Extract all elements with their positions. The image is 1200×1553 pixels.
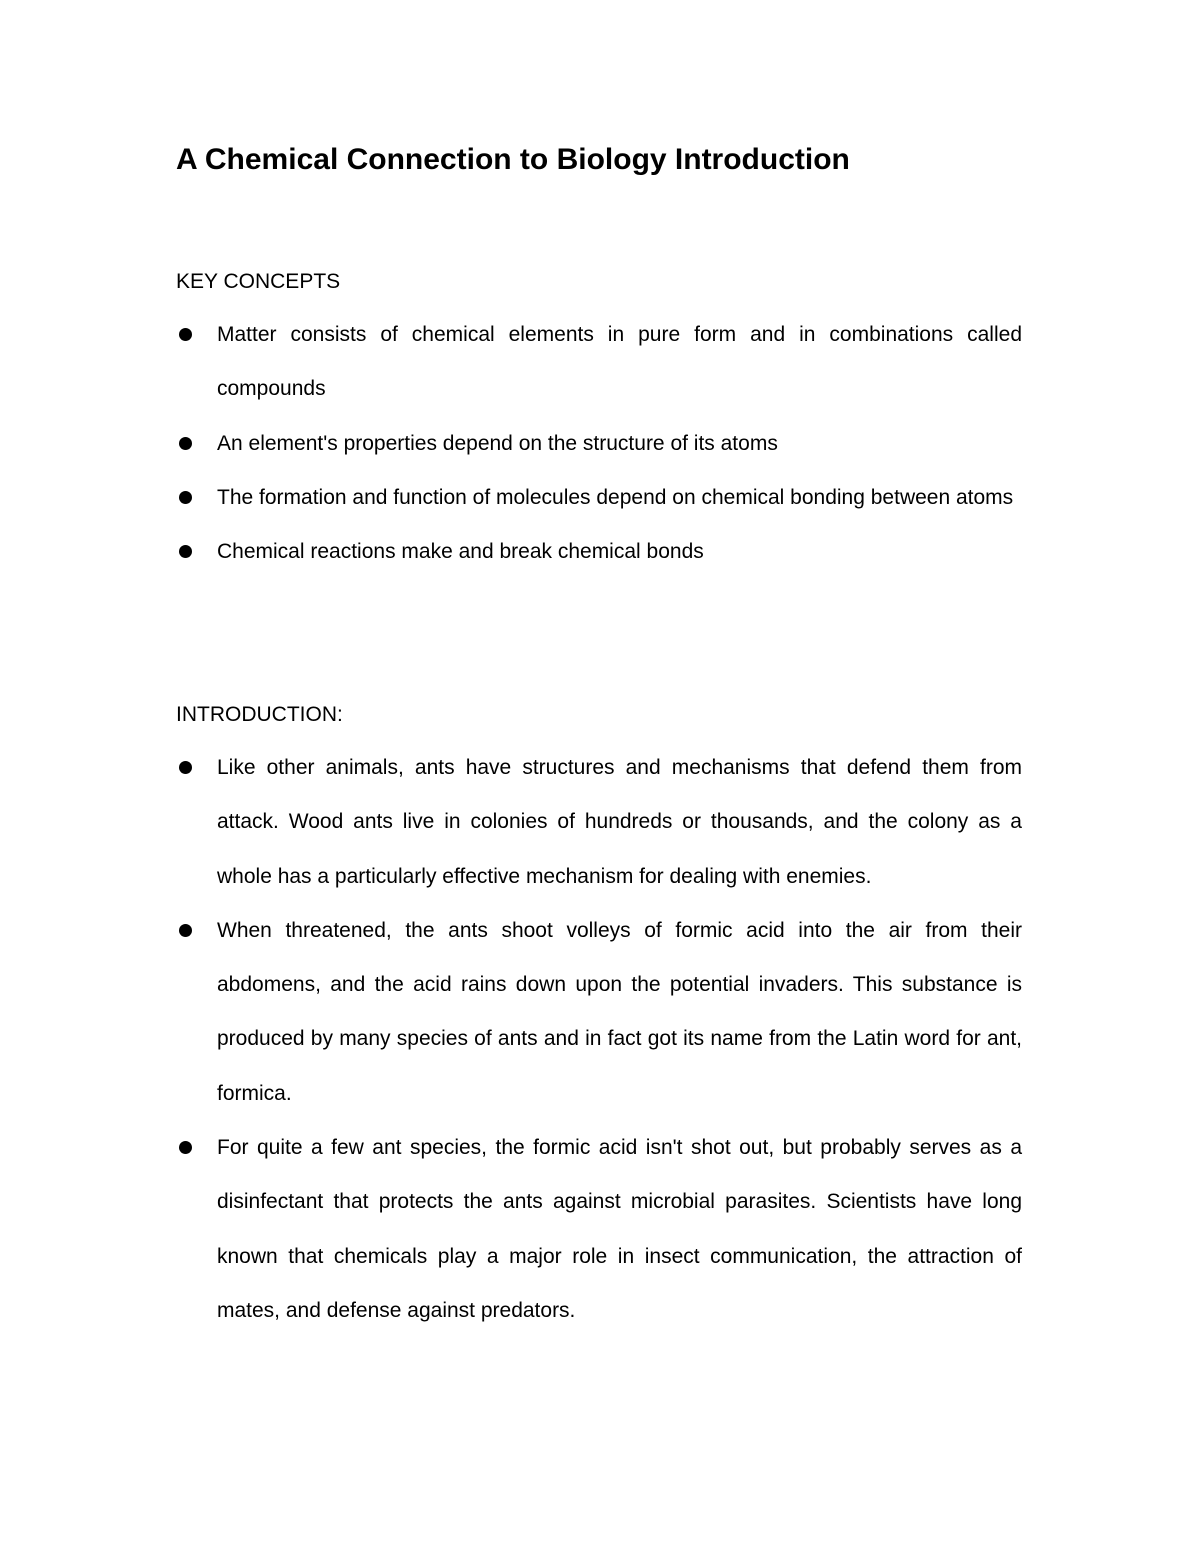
- bullet-dot-icon: [179, 437, 192, 450]
- list-item-text: An element's properties depend on the structure of its atoms: [217, 431, 778, 455]
- list-item: [176, 308, 1022, 417]
- list-item: [176, 741, 1022, 904]
- bullet-dot-icon: [179, 545, 192, 558]
- list-item-text: The formation and function of molecules depend on chemical bonding between atoms: [217, 485, 1014, 509]
- key-concepts-list: [176, 308, 1022, 579]
- list-item-text: Matter consists of chemical elements in pure form and in combinations called compounds: [217, 323, 1022, 401]
- list-item: [176, 471, 1022, 525]
- introduction-list: [176, 741, 1022, 1338]
- list-item: [176, 904, 1022, 1121]
- list-item-text: For quite a few ant species, the formic acid isn't shot out, but probably serves as a disinfectant that protects the ants against microbial parasites. Scientists have long known that chemicals play a major role in insect communication, the attraction of mates, and defense against predators.: [217, 1136, 1022, 1322]
- bullet-dot-icon: [179, 761, 192, 774]
- key-concepts-heading: KEY CONCEPTS: [176, 270, 341, 293]
- bullet-dot-icon: [179, 328, 192, 341]
- list-item-text: When threatened, the ants shoot volleys of formic acid into the air from their abdomens, and the acid rains down upon the potential invaders. This substance is produced by many species of ants and in fact got its name from the Latin word for ant, formica.: [217, 918, 1022, 1105]
- document-title: A Chemical Connection to Biology Introduction: [176, 143, 850, 176]
- list-item: [176, 417, 1022, 471]
- list-item: [176, 1121, 1022, 1338]
- introduction-heading: INTRODUCTION:: [176, 703, 343, 726]
- list-item-text: Chemical reactions make and break chemical bonds: [217, 540, 704, 564]
- bullet-dot-icon: [179, 1141, 192, 1154]
- list-item-text: Like other animals, ants have structures and mechanisms that defend them from attack. Wood ants live in colonies of hundreds or thousands, and the colony as a whole has a particularly effective mechanism for dealing with enemies.: [217, 756, 1022, 888]
- list-item: [176, 525, 1022, 579]
- bullet-dot-icon: [179, 491, 192, 504]
- bullet-dot-icon: [179, 924, 192, 937]
